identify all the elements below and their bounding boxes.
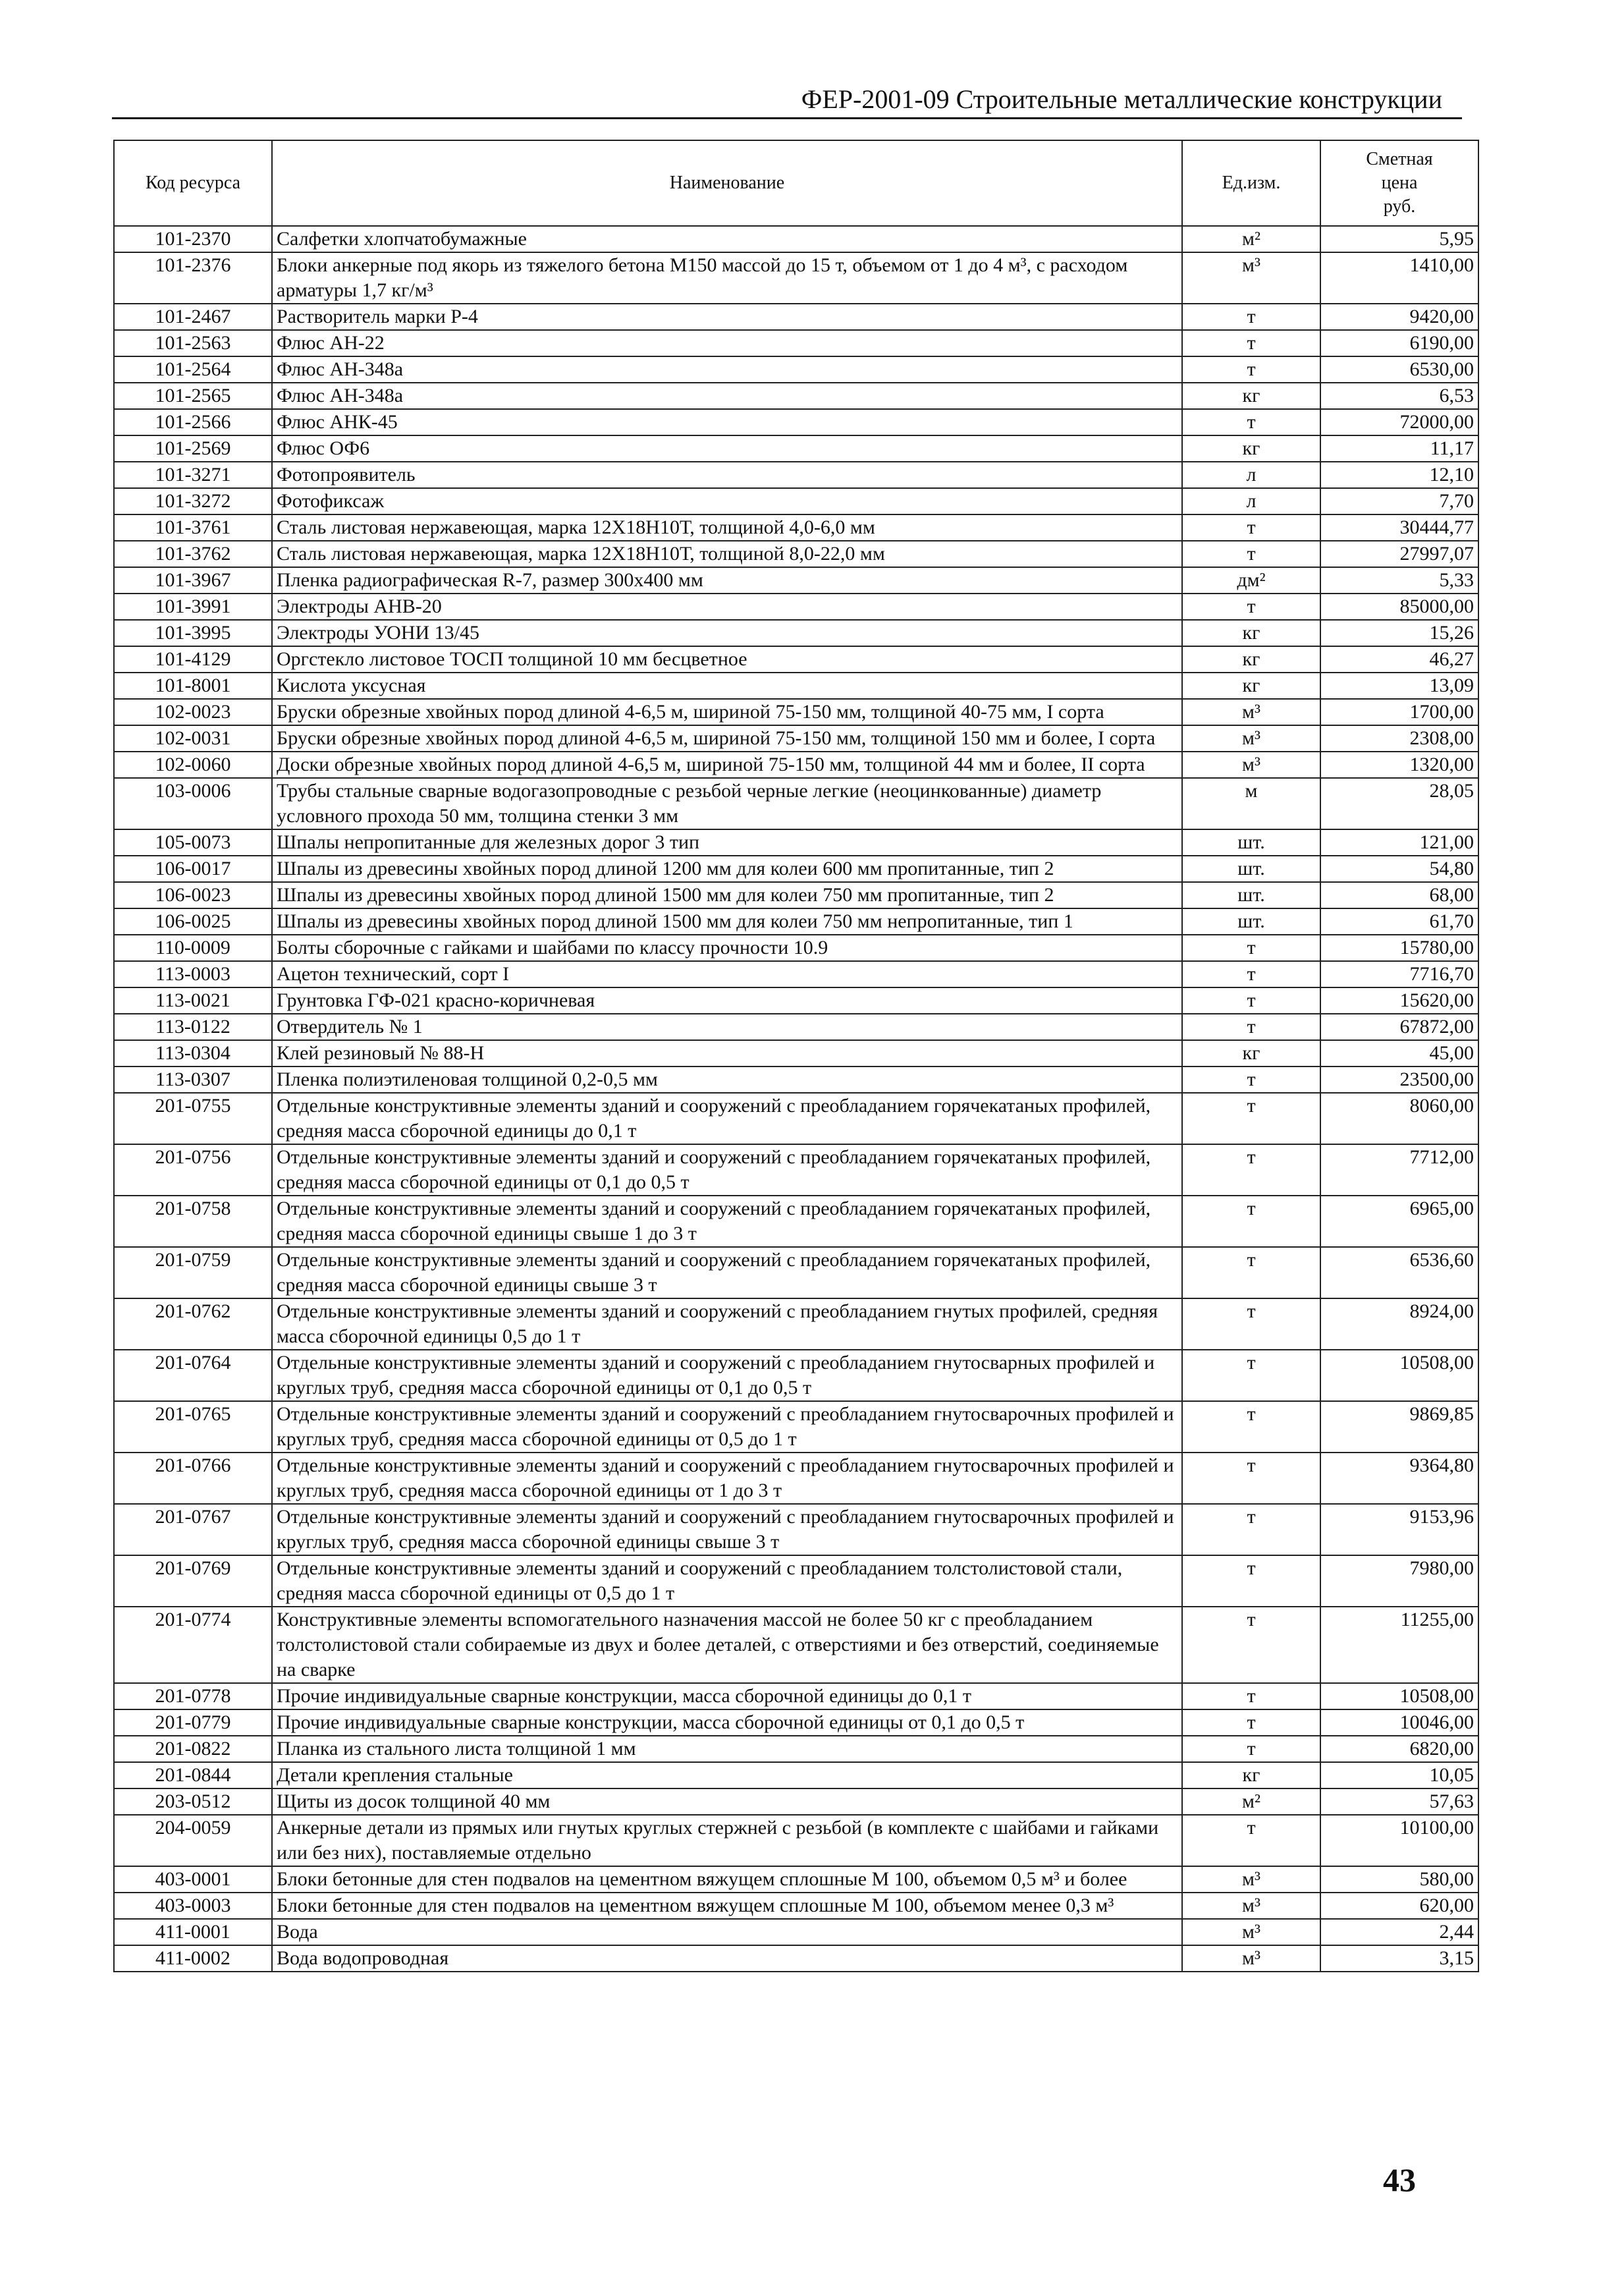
resource-code: 411-0002 [114,1945,272,1972]
table-row [114,409,1478,435]
resource-code: 113-0021 [114,987,272,1014]
resource-price: 6,53 [1320,383,1478,409]
resource-name: Флюс АН-22 [272,330,1182,356]
resource-code: 101-2569 [114,435,272,462]
resource-name: Прочие индивидуальные сварные конструкции, масса сборочной единицы от 0,1 до 0,5 т [272,1709,1182,1736]
table-row [114,752,1478,778]
resource-unit: т [1182,1247,1320,1298]
resource-unit: т [1182,1709,1320,1736]
resource-unit: т [1182,1736,1320,1762]
resource-code: 201-0779 [114,1709,272,1736]
header-code: Код ресурса [114,140,272,226]
resource-name: Бруски обрезные хвойных пород длиной 4-6,5 м, шириной 75-150 мм, толщиной 40-75 мм, I сорта [272,699,1182,725]
resource-price: 6190,00 [1320,330,1478,356]
table-row [114,1014,1478,1040]
resource-name: Отдельные конструктивные элементы зданий и сооружений с преобладанием гнутых профилей, средняя масса сборочной единицы 0,5 до 1 т [272,1298,1182,1350]
resource-price: 620,00 [1320,1893,1478,1919]
resource-price: 46,27 [1320,646,1478,673]
resource-name: Электроды УОНИ 13/45 [272,620,1182,646]
resource-name: Вода водопроводная [272,1945,1182,1972]
resource-price: 28,05 [1320,778,1478,829]
resource-name: Фотофиксаж [272,488,1182,514]
resource-name: Флюс АН-348а [272,356,1182,383]
resource-name: Шпалы непропитанные для железных дорог 3 тип [272,829,1182,856]
header-unit: Ед.изм. [1182,140,1320,226]
resource-unit: шт. [1182,882,1320,908]
resource-price: 10046,00 [1320,1709,1478,1736]
resource-unit: м³ [1182,1866,1320,1893]
resource-unit: м² [1182,226,1320,252]
resource-unit: т [1182,1144,1320,1196]
resource-price: 6530,00 [1320,356,1478,383]
table-row [114,1919,1478,1945]
resource-unit: т [1182,987,1320,1014]
document-title: ФЕР-2001-09 Строительные металлические конструкции [801,84,1442,114]
resource-name: Сталь листовая нержавеющая, марка 12Х18Н10Т, толщиной 8,0-22,0 мм [272,541,1182,567]
resource-name: Отдельные конструктивные элементы зданий и сооружений с преобладанием горячекатаных профилей, средняя масса сборочной единицы свыше 1 до 3 т [272,1196,1182,1247]
resource-unit: т [1182,356,1320,383]
resource-code: 203-0512 [114,1788,272,1815]
resource-unit: кг [1182,620,1320,646]
resource-price: 2,44 [1320,1919,1478,1945]
table-row [114,1683,1478,1709]
table-row [114,699,1478,725]
resource-name: Щиты из досок толщиной 40 мм [272,1788,1182,1815]
table-body [114,226,1478,1972]
resource-code: 201-0762 [114,1298,272,1350]
resource-name: Доски обрезные хвойных пород длиной 4-6,5 м, шириной 75-150 мм, толщиной 44 мм и более, II сорта [272,752,1182,778]
resource-unit: т [1182,1453,1320,1504]
resource-price: 1700,00 [1320,699,1478,725]
resource-code: 201-0758 [114,1196,272,1247]
resource-code: 113-0304 [114,1040,272,1067]
resource-unit: т [1182,1683,1320,1709]
resource-unit: т [1182,1607,1320,1683]
table-row [114,1040,1478,1067]
table-row [114,514,1478,541]
resource-unit: кг [1182,1040,1320,1067]
resource-name: Блоки бетонные для стен подвалов на цементном вяжущем сплошные М 100, объемом 0,5 м³ и более [272,1866,1182,1893]
resource-price: 7716,70 [1320,961,1478,987]
resource-unit: кг [1182,435,1320,462]
header-price-line: цена [1381,173,1418,193]
resource-code: 101-3762 [114,541,272,567]
resource-name: Флюс АН-348а [272,383,1182,409]
resource-price: 61,70 [1320,908,1478,935]
resource-name: Отдельные конструктивные элементы зданий и сооружений с преобладанием гнутосварочных профилей и круглых труб, средняя масса сборочной единицы от 1 до 3 т [272,1453,1182,1504]
table-row [114,1762,1478,1788]
table-row [114,1555,1478,1607]
resource-name: Отдельные конструктивные элементы зданий и сооружений с преобладанием гнутосварочных профилей и круглых труб, средняя масса сборочной единицы от 0,5 до 1 т [272,1401,1182,1453]
table-row [114,1453,1478,1504]
resource-name: Отвердитель № 1 [272,1014,1182,1040]
resource-name: Шпалы из древесины хвойных пород длиной 1500 мм для колеи 750 мм пропитанные, тип 2 [272,882,1182,908]
resource-unit: т [1182,1350,1320,1401]
resource-name: Анкерные детали из прямых или гнутых круглых стержней с резьбой (в комплекте с шайбами и гайками или без них), поставляемые отдельно [272,1815,1182,1866]
resource-name: Прочие индивидуальные сварные конструкции, масса сборочной единицы до 0,1 т [272,1683,1182,1709]
table-row [114,908,1478,935]
resource-code: 101-3991 [114,594,272,620]
table-row [114,778,1478,829]
resource-code: 101-3761 [114,514,272,541]
resource-name: Растворитель марки Р-4 [272,304,1182,330]
resource-price: 7,70 [1320,488,1478,514]
resource-code: 101-2565 [114,383,272,409]
resource-code: 403-0003 [114,1893,272,1919]
resource-code: 201-0778 [114,1683,272,1709]
resource-unit: т [1182,1555,1320,1607]
table-row [114,383,1478,409]
table-row [114,856,1478,882]
resource-price: 1410,00 [1320,252,1478,304]
table-row [114,1866,1478,1893]
table-row [114,1196,1478,1247]
resource-unit: т [1182,514,1320,541]
resource-code: 102-0031 [114,725,272,752]
table-row [114,935,1478,961]
table-row [114,594,1478,620]
resource-price: 6536,60 [1320,1247,1478,1298]
resource-unit: т [1182,935,1320,961]
resource-code: 101-2467 [114,304,272,330]
resource-name: Пленка полиэтиленовая толщиной 0,2-0,5 мм [272,1067,1182,1093]
resource-code: 201-0756 [114,1144,272,1196]
resource-unit: т [1182,1298,1320,1350]
table-row [114,488,1478,514]
resource-code: 201-0755 [114,1093,272,1144]
resource-code: 101-2563 [114,330,272,356]
resource-unit: т [1182,1014,1320,1040]
resource-code: 105-0073 [114,829,272,856]
table-row [114,567,1478,594]
table-row [114,1709,1478,1736]
table-row [114,1815,1478,1866]
resource-name: Отдельные конструктивные элементы зданий и сооружений с преобладанием толстолистовой стали, средняя масса сборочной единицы от 0,5 до 1 т [272,1555,1182,1607]
table-row [114,829,1478,856]
resource-code: 201-0774 [114,1607,272,1683]
resource-price: 9153,96 [1320,1504,1478,1555]
resource-name: Клей резиновый № 88-Н [272,1040,1182,1067]
resource-price: 1320,00 [1320,752,1478,778]
resource-unit: т [1182,1401,1320,1453]
resource-code: 101-2376 [114,252,272,304]
resource-price: 57,63 [1320,1788,1478,1815]
resource-price: 9869,85 [1320,1401,1478,1453]
resource-name: Пленка радиографическая R-7, размер 300х400 мм [272,567,1182,594]
resource-name: Оргстекло листовое ТОСП толщиной 10 мм бесцветное [272,646,1182,673]
resource-price: 9364,80 [1320,1453,1478,1504]
resource-price: 3,15 [1320,1945,1478,1972]
table-row [114,1144,1478,1196]
resource-price: 10,05 [1320,1762,1478,1788]
resource-unit: кг [1182,646,1320,673]
resource-price: 72000,00 [1320,409,1478,435]
resource-price: 30444,77 [1320,514,1478,541]
resource-price: 2308,00 [1320,725,1478,752]
resource-name: Блоки анкерные под якорь из тяжелого бетона М150 массой до 15 т, объемом от 1 до 4 м³, с расходом арматуры 1,7 кг/м³ [272,252,1182,304]
resource-unit: т [1182,1815,1320,1866]
table-row [114,1736,1478,1762]
page-number: 43 [1383,2161,1416,2198]
table-row [114,1893,1478,1919]
table-row [114,1350,1478,1401]
header-price-line: руб. [1383,196,1416,217]
table-row [114,356,1478,383]
resource-price: 13,09 [1320,673,1478,699]
resource-code: 101-3272 [114,488,272,514]
resource-code: 101-3967 [114,567,272,594]
resource-unit: м [1182,778,1320,829]
resource-unit: т [1182,1067,1320,1093]
table-row [114,1945,1478,1972]
resource-unit: дм² [1182,567,1320,594]
resource-price: 85000,00 [1320,594,1478,620]
resource-price: 7980,00 [1320,1555,1478,1607]
resource-price: 11255,00 [1320,1607,1478,1683]
resource-unit: т [1182,961,1320,987]
resource-name: Флюс АНК-45 [272,409,1182,435]
resource-price: 5,95 [1320,226,1478,252]
resource-name: Отдельные конструктивные элементы зданий и сооружений с преобладанием горячекатаных профилей, средняя масса сборочной единицы до 0,1 т [272,1093,1182,1144]
table-row [114,462,1478,488]
resource-name: Шпалы из древесины хвойных пород длиной 1500 мм для колеи 750 мм непропитанные, тип 1 [272,908,1182,935]
table-row [114,435,1478,462]
resource-unit: т [1182,1093,1320,1144]
resource-unit: кг [1182,1762,1320,1788]
resource-unit: м³ [1182,1919,1320,1945]
resource-price: 6965,00 [1320,1196,1478,1247]
resource-code: 101-4129 [114,646,272,673]
resource-name: Отдельные конструктивные элементы зданий и сооружений с преобладанием гнутосварных профилей и круглых труб, средняя масса сборочной единицы от 0,1 до 0,5 т [272,1350,1182,1401]
resource-price: 27997,07 [1320,541,1478,567]
resource-unit: т [1182,304,1320,330]
resource-price: 54,80 [1320,856,1478,882]
resource-price: 68,00 [1320,882,1478,908]
resource-price: 8924,00 [1320,1298,1478,1350]
resource-price: 10100,00 [1320,1815,1478,1866]
resource-code: 101-8001 [114,673,272,699]
resource-unit: т [1182,330,1320,356]
resource-unit: т [1182,594,1320,620]
page-header [112,79,1462,119]
resource-name: Ацетон технический, сорт I [272,961,1182,987]
resource-name: Фотопроявитель [272,462,1182,488]
table-row [114,725,1478,752]
resource-name: Салфетки хлопчатобумажные [272,226,1182,252]
resource-name: Блоки бетонные для стен подвалов на цементном вяжущем сплошные М 100, объемом менее 0,3 м³ [272,1893,1182,1919]
resource-price-table [113,140,1479,1972]
resource-code: 113-0122 [114,1014,272,1040]
table-row [114,1504,1478,1555]
table-row [114,646,1478,673]
resource-code: 411-0001 [114,1919,272,1945]
resource-unit: кг [1182,673,1320,699]
resource-price: 580,00 [1320,1866,1478,1893]
table-row [114,673,1478,699]
resource-price: 7712,00 [1320,1144,1478,1196]
resource-code: 103-0006 [114,778,272,829]
resource-unit: шт. [1182,908,1320,935]
table-row [114,1788,1478,1815]
resource-price: 23500,00 [1320,1067,1478,1093]
resource-name: Отдельные конструктивные элементы зданий и сооружений с преобладанием гнутосварочных профилей и круглых труб, средняя масса сборочной единицы свыше 3 т [272,1504,1182,1555]
resource-code: 101-3995 [114,620,272,646]
resource-unit: м³ [1182,1893,1320,1919]
resource-unit: м³ [1182,1945,1320,1972]
resource-code: 110-0009 [114,935,272,961]
resource-code: 101-2566 [114,409,272,435]
resource-name: Вода [272,1919,1182,1945]
resource-code: 106-0025 [114,908,272,935]
resource-code: 201-0822 [114,1736,272,1762]
resource-price: 121,00 [1320,829,1478,856]
table-row [114,330,1478,356]
table-row [114,1298,1478,1350]
resource-code: 101-2370 [114,226,272,252]
resource-name: Болты сборочные с гайками и шайбами по классу прочности 10.9 [272,935,1182,961]
resource-name: Конструктивные элементы вспомогательного назначения массой не более 50 кг с преобладанием толстолистовой стали собираемые из двух и более деталей, с отверстиями и без отверстий, соединяемые на сварке [272,1607,1182,1683]
table-row [114,961,1478,987]
resource-name: Шпалы из древесины хвойных пород длиной 1200 мм для колеи 600 мм пропитанные, тип 2 [272,856,1182,882]
resource-unit: шт. [1182,829,1320,856]
resource-unit: м³ [1182,752,1320,778]
header-price [1320,140,1478,226]
resource-code: 201-0844 [114,1762,272,1788]
resource-price: 15780,00 [1320,935,1478,961]
table-row [114,620,1478,646]
resource-name: Отдельные конструктивные элементы зданий и сооружений с преобладанием горячекатаных профилей, средняя масса сборочной единицы свыше 3 т [272,1247,1182,1298]
resource-unit: м³ [1182,252,1320,304]
resource-name: Электроды АНВ-20 [272,594,1182,620]
resource-name: Грунтовка ГФ-021 красно-коричневая [272,987,1182,1014]
resource-price: 12,10 [1320,462,1478,488]
resource-price: 67872,00 [1320,1014,1478,1040]
resource-code: 201-0765 [114,1401,272,1453]
resource-unit: м³ [1182,725,1320,752]
resource-name: Бруски обрезные хвойных пород длиной 4-6,5 м, шириной 75-150 мм, толщиной 150 мм и более, I сорта [272,725,1182,752]
resource-unit: т [1182,409,1320,435]
table-row [114,304,1478,330]
resource-name: Сталь листовая нержавеющая, марка 12Х18Н10Т, толщиной 4,0-6,0 мм [272,514,1182,541]
header-price-line: Сметная [1366,149,1433,169]
table-header-row [114,140,1478,226]
header-name: Наименование [272,140,1182,226]
resource-code: 101-2564 [114,356,272,383]
resource-price: 10508,00 [1320,1350,1478,1401]
resource-name: Детали крепления стальные [272,1762,1182,1788]
resource-price: 6820,00 [1320,1736,1478,1762]
table-row [114,541,1478,567]
resource-code: 201-0759 [114,1247,272,1298]
resource-unit: т [1182,1504,1320,1555]
resource-code: 101-3271 [114,462,272,488]
resource-unit: т [1182,541,1320,567]
resource-unit: м² [1182,1788,1320,1815]
resource-unit: кг [1182,383,1320,409]
resource-name: Отдельные конструктивные элементы зданий и сооружений с преобладанием горячекатаных профилей, средняя масса сборочной единицы от 0,1 до 0,5 т [272,1144,1182,1196]
resource-price: 10508,00 [1320,1683,1478,1709]
resource-name: Планка из стального листа толщиной 1 мм [272,1736,1182,1762]
resource-name: Кислота уксусная [272,673,1182,699]
table-row [114,226,1478,252]
resource-unit: шт. [1182,856,1320,882]
table-row [114,1247,1478,1298]
resource-price: 15620,00 [1320,987,1478,1014]
resource-unit: м³ [1182,699,1320,725]
resource-price: 15,26 [1320,620,1478,646]
resource-code: 201-0769 [114,1555,272,1607]
table-row [114,1093,1478,1144]
resource-code: 102-0023 [114,699,272,725]
resource-code: 106-0023 [114,882,272,908]
resource-price: 11,17 [1320,435,1478,462]
resource-code: 201-0767 [114,1504,272,1555]
resource-code: 106-0017 [114,856,272,882]
resource-price: 8060,00 [1320,1093,1478,1144]
resource-code: 102-0060 [114,752,272,778]
resource-code: 204-0059 [114,1815,272,1866]
resource-code: 201-0766 [114,1453,272,1504]
resource-unit: л [1182,488,1320,514]
resource-unit: т [1182,1196,1320,1247]
resource-code: 113-0003 [114,961,272,987]
resource-code: 113-0307 [114,1067,272,1093]
resource-price: 9420,00 [1320,304,1478,330]
resource-name: Трубы стальные сварные водогазопроводные с резьбой черные легкие (неоцинкованные) диаметр условного прохода 50 мм, толщина стенки 3 мм [272,778,1182,829]
resource-code: 403-0001 [114,1866,272,1893]
table-row [114,1401,1478,1453]
resource-price: 5,33 [1320,567,1478,594]
resource-name: Флюс ОФ6 [272,435,1182,462]
table-row [114,1067,1478,1093]
table-row [114,882,1478,908]
resource-code: 201-0764 [114,1350,272,1401]
table-row [114,252,1478,304]
resource-price: 45,00 [1320,1040,1478,1067]
resource-unit: л [1182,462,1320,488]
table-row [114,987,1478,1014]
table-row [114,1607,1478,1683]
